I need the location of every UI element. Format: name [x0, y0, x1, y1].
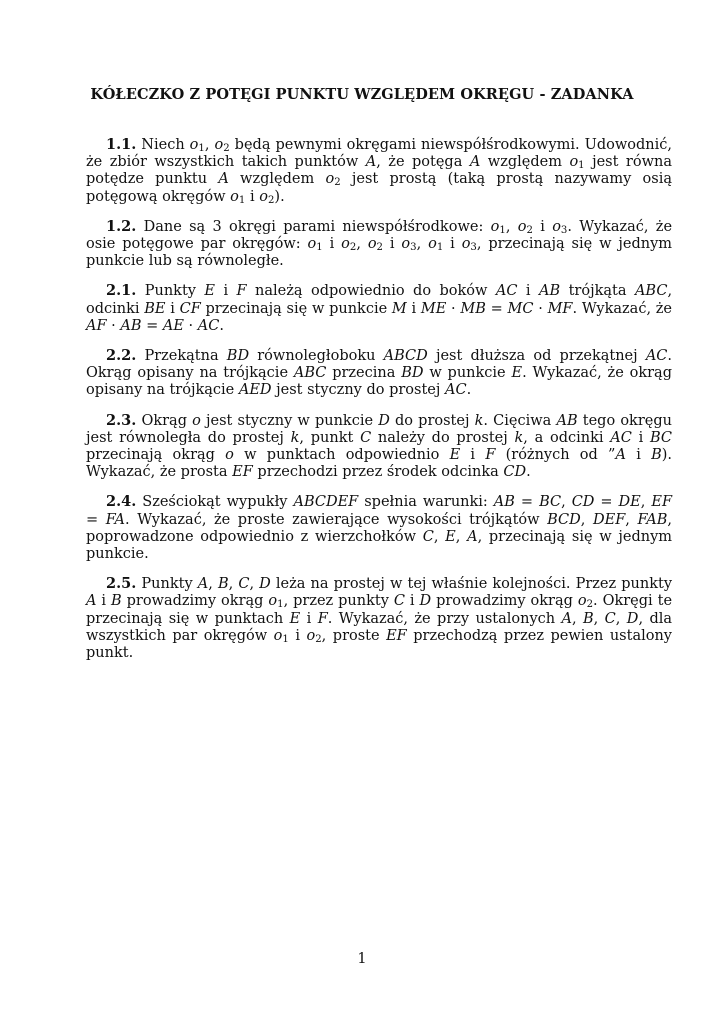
- problem-number: 2.5.: [106, 575, 137, 593]
- problem-2-2: [86, 347, 672, 400]
- problem-1-2: [86, 218, 672, 271]
- problem-1-1: [86, 136, 672, 206]
- problem-number: 2.4.: [106, 493, 137, 511]
- problem-number: 1.2.: [106, 217, 137, 235]
- problem-list: [86, 136, 672, 674]
- problem-2-1: [86, 282, 672, 335]
- problem-text: Dane są 3 okręgi parami niewspółśrodkowe: $o_1$, $o_2$ i $o_3$. Wykazać, że osie potęgowe par okręgów: $o_1$ i $o_2$, $o_2$ i $o_3$, $o_1$ i $o_3$, przecinają się w jednym punkcie lub są równoległe.: [86, 218, 673, 270]
- problem-2-3: [86, 412, 672, 482]
- page-title: KÓŁECZKO Z POTĘGI PUNKTU WZGLĘDEM OKRĘGU - ZADANKA: [90, 86, 634, 103]
- problem-text: Okrąg o jest styczny w punkcie D do prostej k. Cięciwa AB tego okręgu jest równoległa do prostej k, punkt C należy do prostej k, a odcinki AC i BC przecinają okrąg o w punktach odpowiednio E i F (różnych od ”A i B). Wykazać, że prosta EF przechodzi przez środek odcinka CD.: [86, 412, 673, 481]
- problem-number: 2.3.: [106, 411, 137, 429]
- problem-text: Niech $o_1$, $o_2$ będą pewnymi okręgami niewspółśrodkowymi. Udowodnić, że zbiór wszystkich takich punktów A, że potęga A względem $o_1$ jest równa potędze punktu A względem $o_2$ jest prostą (taką prostą nazywamy osią potęgową okręgów $o_1$ i $o_2$).: [86, 137, 673, 206]
- problem-text: Przekątna BD równoległoboku ABCD jest dłuższa od przekątnej AC. Okrąg opisany na trójkącie ABC przecina BD w punkcie E. Wykazać, że okrąg opisany na trójkącie AED jest styczny do prostej AC.: [86, 348, 673, 399]
- problem-number: 2.1.: [106, 282, 137, 300]
- problem-text: Punkty A, B, C, D leża na prostej w tej właśnie kolejności. Przez punkty A i B prowadzimy okrąg $o_1$, przez punkty C i D prowadzimy okrąg $o_2$. Okręgi te przecinają się w punktach E i F. Wykazać, że przy ustalonych A, B, C, D, dla wszystkich par okręgów $o_1$ i $o_2$, proste EF przechodzą przez pewien ustalony punkt.: [86, 576, 673, 662]
- problem-2-5: [86, 575, 672, 662]
- problem-2-4: [86, 493, 672, 563]
- problem-number: 1.1.: [106, 136, 137, 153]
- problem-text: Sześciokąt wypukły ABCDEF spełnia warunki: AB = BC, CD = DE, EF = FA. Wykazać, że proste zawierające wysokości trójkątów BCD, DEF, FAB, poprowadzone odpowiednio z wierzchołków C, E, A, przecinają się w jednym punkcie.: [86, 494, 673, 563]
- problem-number: 2.2.: [106, 347, 137, 365]
- problem-text: Punkty E i F należą odpowiednio do boków AC i AB trójkąta ABC, odcinki BE i CF przecinają się w punkcie M i ME · MB = MC · MF. Wykazać, że AF · AB = AE · AC.: [86, 283, 673, 334]
- page-number: 1: [357, 951, 367, 967]
